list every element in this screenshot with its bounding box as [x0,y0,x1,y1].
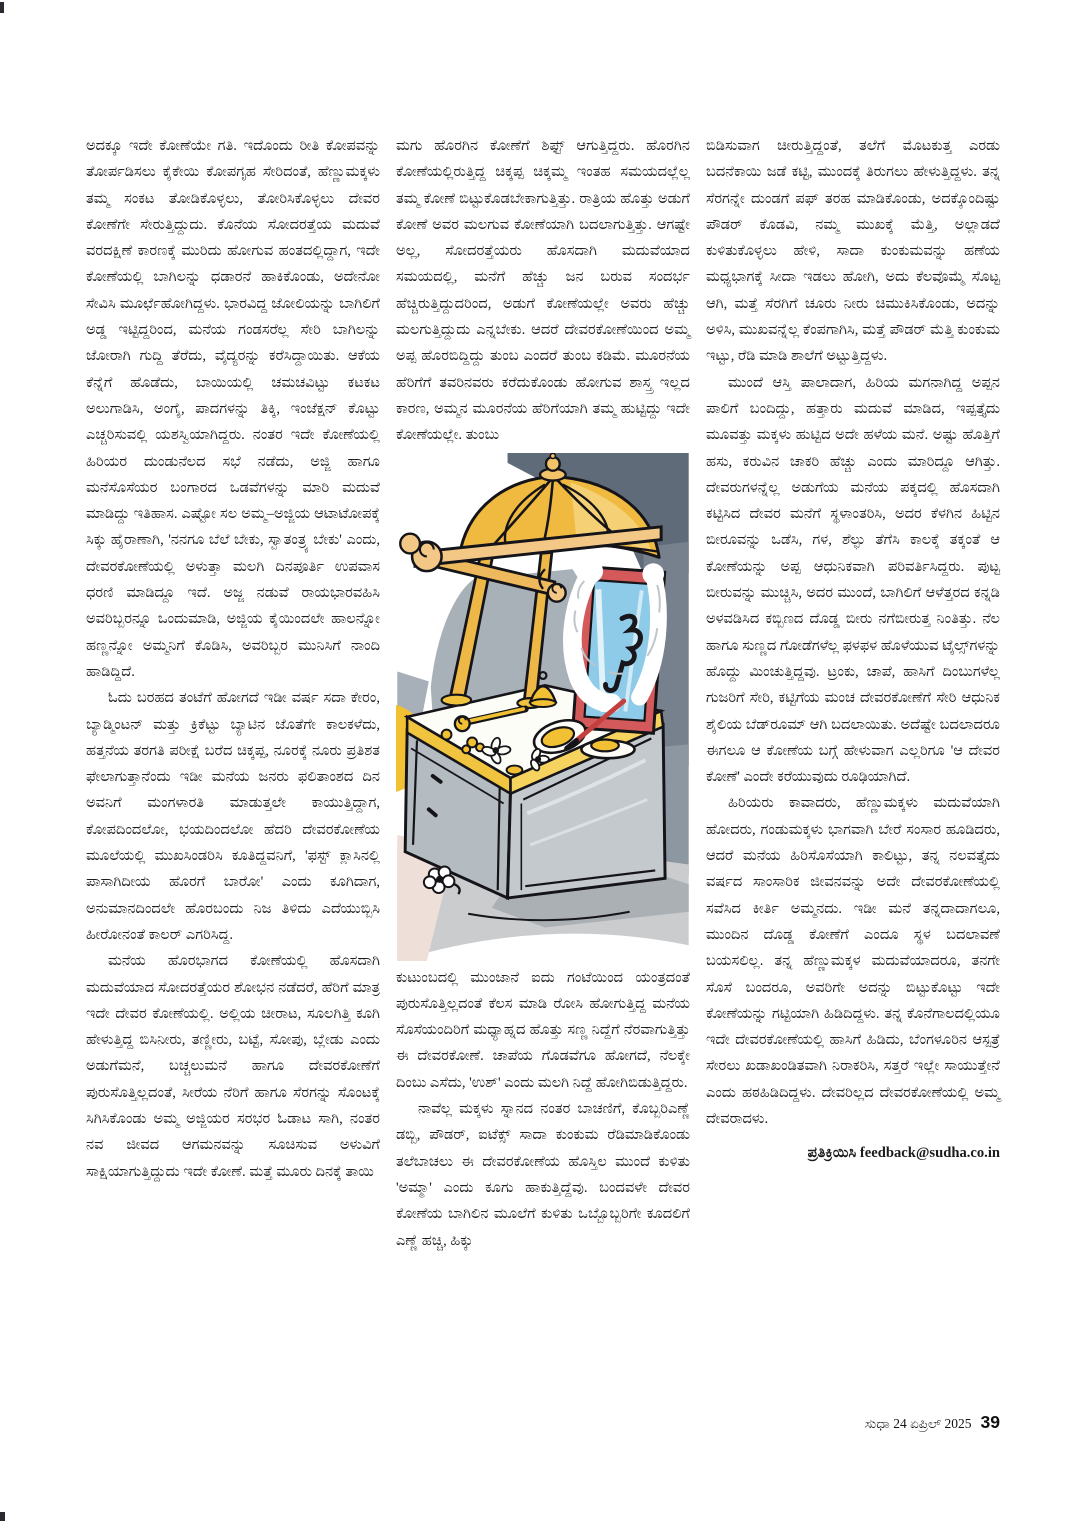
page-footer [865,1412,1000,1433]
column-right [706,133,1000,1254]
feedback-label: ಪ್ರತಿಕ್ರಿಯಿಸಿ [807,1145,857,1162]
paragraph: ಮುಂದೆ ಆಸ್ತಿ ಪಾಲಾದಾಗ, ಹಿರಿಯ ಮಗನಾಗಿದ್ದ ಅಪ್ಪನ ಪಾಲಿಗೆ ಬಂದಿದ್ದು, ಹತ್ತಾರು ಮದುವೆ ಮಾಡಿದ, ಇಪ್ಪತ್ತೈದು ಮೂವತ್ತು ಮಕ್ಕಳು ಹುಟ್ಟಿದ ಅದೇ ಹಳೆಯ ಮನೆ. ಅಷ್ಟು ಹೊತ್ತಿಗೆ ಹಸು, ಕರುವಿನ ಚಾಕರಿ ಹೆಚ್ಚು ಎಂದು ಮಾರಿದ್ದೂ ಆಗಿತ್ತು. ದೇವರುಗಳನ್ನೆಲ್ಲ ಅಡುಗೆಯ ಮನೆಯ ಪಕ್ಕದಲ್ಲಿ ಹೊಸದಾಗಿ ಕಟ್ಟಿಸಿದ ದೇವರ ಮನೆಗೆ ಸ್ಥಳಾಂತರಿಸಿ, ಅದರ ಕೆಳಗಿನ ಹಿಟ್ಟಿನ ಬೀರೂವನ್ನು ಒಡೆಸಿ, ಗಳ, ಶೆಲ್ಫು ತೆಗೆಸಿ ಕಾಲಕ್ಕೆ ತಕ್ಕಂತೆ ಆ ಕೋಣೆಯನ್ನು ಅಪ್ಪ ಆಧುನಿಕವಾಗಿ ಪರಿವರ್ತಿಸಿದ್ದರು. ಪುಟ್ಟ ಬೀರುವನ್ನು ಮುಚ್ಚಿಸಿ, ಅದರ ಮುಂದೆ, ಬಾಗಿಲಿಗೆ ಆಳೆತ್ತರದ ಕನ್ನಡಿ ಅಳವಡಿಸಿದ ಕಬ್ಬಿಣದ ದೊಡ್ಡ ಬೀರು ನಗೆಬೀರುತ್ತ ನಿಂತಿತ್ತು. ನೆಲ ಹಾಗೂ ಸುಣ್ಣದ ಗೋಡೆಗಳೆಲ್ಲ ಫಳಫಳ ಹೊಳೆಯುವ ಟೈಲ್ಸ್‌ಗಳನ್ನು ಹೊದ್ದು ಮಿಂಚುತ್ತಿದ್ದವು. ಟ್ರಂಕು, ಚಾಪೆ, ಹಾಸಿಗೆ ದಿಂಬುಗಳೆಲ್ಲ ಗುಜರಿಗೆ ಸೇರಿ, ಕಟ್ಟಿಗೆಯ ಮಂಚ ದೇವರಕೋಣೆಗೆ ಸೇರಿ ಆಧುನಿಕ ಶೈಲಿಯ ಬೆಡ್‌ರೂಮ್ ಆಗಿ ಬದಲಾಯಿತು. ಅದೆಷ್ಟೇ ಬದಲಾದರೂ ಈಗಲೂ ಆ ಕೋಣೆಯ ಬಗ್ಗೆ ಹೇಳುವಾಗ ಎಲ್ಲರಿಗೂ 'ಆ ದೇವರ ಕೋಣೆ' ಎಂದೇ ಕರೆಯುವುದು ರೂಢಿಯಾಗಿದೆ. [706,374,1000,786]
column-left [86,133,380,1254]
column-middle [396,133,690,1254]
issue-info: ಸುಧಾ 24 ಏಪ್ರಿಲ್ 2025 [864,1416,972,1431]
devara-kone-illustration [396,453,690,961]
paragraph: ನಾವೆಲ್ಲ ಮಕ್ಕಳು ಸ್ನಾನದ ನಂತರ ಬಾಚಣಿಗೆ, ಕೊಬ್ಬರಿಎಣ್ಣೆ ಡಬ್ಬಿ, ಪೌಡರ್, ಐಟೆಕ್ಸ್ ಸಾದಾ ಕುಂಕುಮ ರೆಡಿಮಾಡಿಕೊಂಡು ತಲೆಬಾಚಲು ಈ ದೇವರಕೋಣೆಯ ಹೊಸ್ತಿಲ ಮುಂದೆ ಕುಳಿತು 'ಅಮ್ಮಾ' ಎಂದು ಕೂಗು ಹಾಕುತ್ತಿದ್ದೆವು. ಬಂದವಳೇ ದೇವರ ಕೋಣೆಯ ಬಾಗಿಲಿನ ಮೂಲೆಗೆ ಕುಳಿತು ಒಬ್ಬೊಬ್ಬರಿಗೇ ಕೂದಲಿಗೆ ಎಣ್ಣೆ ಹಚ್ಚಿ, ಹಿಕ್ಕು [396,1101,690,1249]
paragraph: ಓದು ಬರಹದ ತಂಟೆಗೆ ಹೋಗದೆ ಇಡೀ ವರ್ಷ ಸದಾ ಕೇರಂ, ಬ್ಯಾಡ್ಮಿಂಟನ್ ಮತ್ತು ಕ್ರಿಕೆಟ್ಟು ಬ್ಯಾಟಿನ ಜೊತೆಗೇ ಕಾಲಕಳೆದು, ಹತ್ತನೆಯ ತರಗತಿ ಪರೀಕ್ಷೆ ಬರೆದ ಚಿಕ್ಕಪ್ಪ, ನೂರಕ್ಕೆ ನೂರು ಪ್ರತಿಶತ ಫೇಲಾಗುತ್ತಾನೆಂದು ಇಡೀ ಮನೆಯ ಜನರು ಫಲಿತಾಂಶದ ದಿನ ಅವನಿಗೆ ಮಂಗಳಾರತಿ ಮಾಡುತ್ತಲೇ ಕಾಯುತ್ತಿದ್ದಾಗ, ಕೋಪದಿಂದಲೋ, ಭಯದಿಂದಲೋ ಹೆದರಿ ದೇವರಕೋಣೆಯ ಮೂಲೆಯಲ್ಲಿ ಮುಖಸಿಂಡರಿಸಿ ಕೂತಿದ್ದವನಿಗೆ, 'ಫಸ್ಟ್ ಕ್ಲಾಸಿನಲ್ಲಿ ಪಾಸಾಗಿದೀಯ ಹೊರಗೆ ಬಾರೋ' ಎಂದು ಕೂಗಿದಾಗ, ಅನುಮಾನದಿಂದಲೇ ಹೊರಬಂದು ನಿಜ ತಿಳಿದು ಎದೆಯುಬ್ಬಿಸಿ ಹೀರೋನಂತೆ ಕಾಲರ್ ಎಗರಿಸಿದ್ದ. [86,690,380,943]
gold-mound [507,765,523,774]
paragraph: ಮಗು ಹೊರಗಿನ ಕೋಣೆಗೆ ಶಿಫ್ಟ್ ಆಗುತ್ತಿದ್ದರು. ಹೊರಗಿನ ಕೋಣೆಯಲ್ಲಿರುತ್ತಿದ್ದ ಚಿಕ್ಕಪ್ಪ ಚಿಕ್ಕಮ್ಮ ಇಂತಹ ಸಮಯದಲ್ಲೆಲ್ಲ ತಮ್ಮ ಕೋಣೆ ಬಿಟ್ಟುಕೊಡಬೇಕಾಗುತ್ತಿತ್ತು. ರಾತ್ರಿಯ ಹೊತ್ತು ಅಡುಗೆ ಕೋಣೆ ಅವರ ಮಲಗುವ ಕೋಣೆಯಾಗಿ ಬದಲಾಗುತ್ತಿತ್ತು. ಆಗಷ್ಟೇ ಅಲ್ಲ, ಸೋದರತ್ತೆಯರು ಹೊಸದಾಗಿ ಮದುವೆಯಾದ ಸಮಯದಲ್ಲಿ, ಮನೆಗೆ ಹೆಚ್ಚು ಜನ ಬರುವ ಸಂದರ್ಭ ಹೆಚ್ಚಿರುತ್ತಿದ್ದುದರಿಂದ, ಅಡುಗೆ ಕೋಣೆಯಲ್ಲೇ ಅವರು ಹೆಚ್ಚು ಮಲಗುತ್ತಿದ್ದುದು ಎನ್ನಬೇಕು. ಆದರೆ ದೇವರಕೋಣೆಯಿಂದ ಅಮ್ಮ ಅಪ್ಪ ಹೊರಬಿದ್ದಿದ್ದು ತುಂಬ ಎಂದರೆ ತುಂಬ ಕಡಿಮೆ. ಮೂರನೆಯ ಹೆರಿಗೆಗೆ ತವರಿನವರು ಕರೆದುಕೊಂಡು ಹೋಗುವ ಶಾಸ್ತ್ರ ಇಲ್ಲದ ಕಾರಣ, ಅಮ್ಮನ ಮೂರನೆಯ ಹೆರಿಗೆಯಾಗಿ ತಮ್ಮ ಹುಟ್ಟಿದ್ದು ಇದೇ ಕೋಣೆಯಲ್ಲೇ. ತುಂಬು [396,138,690,444]
paragraph: ಬಿಡಿಸುವಾಗ ಚೀರುತ್ತಿದ್ದಂತೆ, ತಲೆಗೆ ಮೊಟಕುತ್ತ ಎರಡು ಬದನೆಕಾಯಿ ಜಡೆ ಕಟ್ಟಿ, ಮುಂದಕ್ಕೆ ತಿರುಗಲು ಹೇಳುತ್ತಿದ್ದಳು. ತನ್ನ ಸೆರಗನ್ನೇ ದುಂಡಗೆ ಪಫ್ ತರಹ ಮಾಡಿಕೊಂಡು, ಅದಕ್ಕೊಂದಿಷ್ಟು ಪೌಡರ್ ಕೊಡವಿ, ನಮ್ಮ ಮುಖಕ್ಕೆ ಮೆತ್ತಿ, ಅಲ್ಲಾಡದೆ ಕುಳಿತುಕೊಳ್ಳಲು ಹೇಳಿ, ಸಾದಾ ಕುಂಕುಮವನ್ನು ಹಣೆಯ ಮಧ್ಯಭಾಗಕ್ಕೆ ಸೀದಾ ಇಡಲು ಹೋಗಿ, ಅದು ಕೆಲವೊಮ್ಮೆ ಸೊಟ್ಟ ಆಗಿ, ಮತ್ತೆ ಸೆರಗಿಗೆ ಚೂರು ನೀರು ಚಿಮುಕಿಸಿಕೊಂಡು, ಅದನ್ನು ಅಳಿಸಿ, ಮುಖವನ್ನೆಲ್ಲ ಕೆಂಪಗಾಗಿಸಿ, ಮತ್ತೆ ಪೌಡರ್ ಮೆತ್ತಿ ಕುಂಕುಮ ಇಟ್ಟು, ರೆಡಿ ಮಾಡಿ ಶಾಲೆಗೆ ಅಟ್ಟುತ್ತಿದ್ದಳು. [706,138,1000,365]
article-body [86,133,1000,1254]
feedback-email: feedback@sudha.co.in [859,1145,1000,1162]
page-number: 39 [980,1412,1000,1432]
print-mark-top-left [0,2,4,13]
paragraph: ಮನೆಯ ಹೊರಭಾಗದ ಕೋಣೆಯಲ್ಲಿ ಹೊಸದಾಗಿ ಮದುವೆಯಾದ ಸೋದರತ್ತೆಯರ ಶೋಭನ ನಡೆದರೆ, ಹೆರಿಗೆ ಮಾತ್ರ ಇದೇ ದೇವರ ಕೋಣೆಯಲ್ಲಿ. ಅಲ್ಲಿಯ ಚೀರಾಟ, ಸೂಲಗಿತ್ತಿ ಕೂಗಿ ಹೇಳುತ್ತಿದ್ದ ಬಿಸಿನೀರು, ತಣ್ಣೀರು, ಬಟ್ಟೆ, ಸೋಪು, ಬ್ಲೇಡು ಎಂದು ಅಡುಗೆಮನೆ, ಬಚ್ಚಲುಮನೆ ಹಾಗೂ ದೇವರಕೋಣೆಗೆ ಪುರುಸೊತ್ತಿಲ್ಲದಂತೆ, ಸೀರೆಯ ನೆರಿಗೆ ಹಾಗೂ ಸೆರಗನ್ನು ಸೊಂಟಕ್ಕೆ ಸಿಗಿಸಿಕೊಂಡು ಅಮ್ಮ ಅಜ್ಜಿಯರ ಸರಭರ ಓಡಾಟ ಸಾಗಿ, ನಂತರ ನವ ಜೀವದ ಆಗಮನವನ್ನು ಸೂಚಿಸುವ ಅಳುವಿಗೆ ಸಾಕ್ಷಿಯಾಗುತ್ತಿದ್ದುದು ಇದೇ ಕೋಣೆ. ಮತ್ತೆ ಮೂರು ದಿನಕ್ಕೆ ತಾಯಿ [86,953,380,1180]
print-mark-bottom-left [0,1512,5,1521]
paragraph: ಕುಟುಂಬದಲ್ಲಿ ಮುಂಜಾನೆ ಐದು ಗಂಟೆಯಿಂದ ಯಂತ್ರದಂತೆ ಪುರುಸೊತ್ತಿಲ್ಲದಂತೆ ಕೆಲಸ ಮಾಡಿ ರೋಸಿ ಹೋಗುತ್ತಿದ್ದ ಮನೆಯ ಸೊಸೆಯಂದಿರಿಗೆ ಮಧ್ಯಾಹ್ನದ ಹೊತ್ತು ಸಣ್ಣ ನಿದ್ದೆಗೆ ನೆರವಾಗುತ್ತಿತ್ತು ಈ ದೇವರಕೋಣೆ. ಚಾಪೆಯ ಗೊಡವೆಗೂ ಹೋಗದೆ, ನೆಲಕ್ಕೇ ದಿಂಬು ಎಸೆದು, 'ಉಶ್' ಎಂದು ಮಲಗಿ ನಿದ್ದೆ ಹೋಗಿಬಿಡುತ್ತಿದ್ದರು. [396,969,690,1091]
feedback-line [706,1140,1000,1166]
paragraph: ಹಿರಿಯರು ಕಾವಾದರು, ಹೆಣ್ಣುಮಕ್ಕಳು ಮದುವೆಯಾಗಿ ಹೋದರು, ಗಂಡುಮಕ್ಕಳು ಭಾಗವಾಗಿ ಬೇರೆ ಸಂಸಾರ ಹೂಡಿದರು, ಆದರೆ ಮನೆಯ ಹಿರಿಸೊಸೆಯಾಗಿ ಕಾಲಿಟ್ಟು, ತನ್ನ ನಲವತ್ತೈದು ವರ್ಷದ ಸಾಂಸಾರಿಕ ಜೀವನವನ್ನು ಅದೇ ದೇವರಕೋಣೆಯಲ್ಲಿ ಸವೆಸಿದ ಕೀರ್ತಿ ಅಮ್ಮನದು. ಇಡೀ ಮನೆ ತನ್ನದಾದಾಗಲೂ, ಮುಂದಿನ ದೊಡ್ಡ ಕೋಣೆಗೆ ಎಂದೂ ಸ್ಥಳ ಬದಲಾವಣೆ ಬಯಸಲಿಲ್ಲ. ತನ್ನ ಹೆಣ್ಣುಮಕ್ಕಳ ಮದುವೆಯಾದರೂ, ತನಗೇ ಸೊಸೆ ಬಂದರೂ, ಅವರಿಗೇ ಅದನ್ನು ಬಿಟ್ಟುಕೊಟ್ಟು ಇದೇ ಕೋಣೆಯನ್ನು ಗಟ್ಟಿಯಾಗಿ ಹಿಡಿದಿದ್ದಳು. ತನ್ನ ಕೊನೆಗಾಲದಲ್ಲಿಯೂ ಇದೇ ದೇವರಕೋಣೆಯಲ್ಲಿ ಹಾಸಿಗೆ ಹಿಡಿದು, ಬೆಂಗಳೂರಿನ ಆಸ್ಪತ್ರೆ ಸೇರಲು ಖಡಾಖಂಡಿತವಾಗಿ ನಿರಾಕರಿಸಿ, ಸತ್ತರೆ ಇಲ್ಲೇ ಸಾಯುತ್ತೇನೆ ಎಂದು ಹಠಹಿಡಿದಿದ್ದಳು. ದೇವರಿಲ್ಲದ ದೇವರಕೋಣೆಯಲ್ಲಿ ಅಮ್ಮ ದೇವರಾದಳು. [706,795,1000,1127]
paragraph: ಅದಕ್ಕೂ ಇದೇ ಕೋಣೆಯೇ ಗತಿ. ಇದೊಂದು ರೀತಿ ಕೋಪವನ್ನು ತೋರ್ಪಡಿಸಲು ಕೈಕೇಯಿ ಕೋಪಗೃಹ ಸೇರಿದಂತೆ, ಹೆಣ್ಣುಮಕ್ಕಳು ತಮ್ಮ ಸಂಕಟ ತೋಡಿಕೊಳ್ಳಲು, ತೋರಿಸಿಕೊಳ್ಳಲು ದೇವರ ಕೋಣೆಗೇ ಸೇರುತ್ತಿದ್ದುದು. ಕೊನೆಯ ಸೋದರತ್ತೆಯ ಮದುವೆ ವರದಕ್ಷಿಣೆ ಕಾರಣಕ್ಕೆ ಮುರಿದು ಹೋಗುವ ಹಂತದಲ್ಲಿದ್ದಾಗ, ಇದೇ ಕೋಣೆಯಲ್ಲಿ ಬಾಗಿಲನ್ನು ಧಡಾರನೆ ಹಾಕಿಕೊಂಡು, ಅದೇನೋ ಸೇವಿಸಿ ಮೂರ್ಛೆಹೋಗಿದ್ದಳು. ಭಾರವಿದ್ದ ಜೋಲಿಯನ್ನು ಬಾಗಿಲಿಗೆ ಅಡ್ಡ ಇಟ್ಟಿದ್ದರಿಂದ, ಮನೆಯ ಗಂಡಸರೆಲ್ಲ ಸೇರಿ ಬಾಗಿಲನ್ನು ಜೋರಾಗಿ ಗುದ್ದಿ ತೆರೆದು, ವೈದ್ಯರನ್ನು ಕರೆಸಿದ್ದಾಯಿತು. ಆಕೆಯ ಕೆನ್ನೆಗೆ ಹೊಡೆದು, ಬಾಯಿಯಲ್ಲಿ ಚಮಚವಿಟ್ಟು ಕಟಕಟ ಅಲುಗಾಡಿಸಿ, ಅಂಗೈ, ಪಾದಗಳನ್ನು ತಿಕ್ಕಿ, ಇಂಜೆಕ್ಷನ್ ಕೊಟ್ಟು ಎಚ್ಚರಿಸುವಲ್ಲಿ ಯಶಸ್ವಿಯಾಗಿದ್ದರು. ನಂತರ ಇದೇ ಕೋಣೆಯಲ್ಲಿ ಹಿರಿಯರ ದುಂಡುನೆಲದ ಸಭೆ ನಡೆದು, ಅಜ್ಜಿ ಹಾಗೂ ಮನೆಸೊಸೆಯರ ಬಂಗಾರದ ಒಡವೆಗಳನ್ನು ಮಾರಿ ಮದುವೆ ಮಾಡಿದ್ದು ಇತಿಹಾಸ. ಎಷ್ಟೋ ಸಲ ಅಮ್ಮ–ಅಜ್ಜಿಯ ಆಟಾಟೋಪಕ್ಕೆ ಸಿಕ್ಕು ಹೈರಾಣಾಗಿ, 'ನನಗೂ ಬೆಲೆ ಬೇಕು, ಸ್ವಾತಂತ್ರ್ಯ ಬೇಕು' ಎಂದು, ದೇವರಕೋಣೆಯಲ್ಲಿ ಅಳುತ್ತಾ ಮಲಗಿ ದಿನಪೂರ್ತಿ ಉಪವಾಸ ಧರಣಿ ಮಾಡಿದ್ದೂ ಇದೆ. ಅಜ್ಜ ನಡುವೆ ರಾಯಭಾರವಹಿಸಿ ಅವರಿಬ್ಬರನ್ನೂ ಒಂದುಮಾಡಿ, ಅಜ್ಜಿಯ ಕೈಯಿಂದಲೇ ಹಾಲನ್ನೋ ಹಣ್ಣನ್ನೋ ಅಮ್ಮನಿಗೆ ಕೊಡಿಸಿ, ಅವರಿಬ್ಬರ ಮುನಿಸಿಗೆ ನಾಂದಿ ಹಾಡಿದ್ದಿದೆ. [86,138,380,680]
